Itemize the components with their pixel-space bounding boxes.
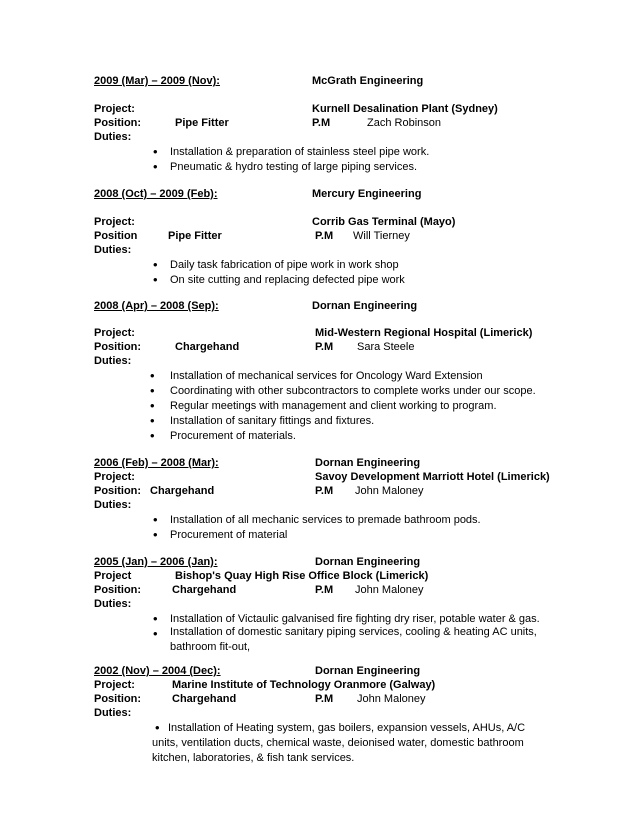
job-1-dates: 2009 (Mar) – 2009 (Nov): [94, 75, 220, 87]
job-1-pm-label: P.M [312, 117, 331, 129]
job-5-project: Bishop's Quay High Rise Office Block (Limerick) [175, 570, 429, 582]
job-5-project-label: Project [94, 570, 132, 582]
job-5-duties-label: Duties: [94, 598, 132, 610]
bullet-icon: • [150, 398, 155, 413]
job-3-duty-3: Regular meetings with management and client working to program. [170, 400, 497, 412]
job-4-role: Chargehand [150, 485, 215, 497]
job-5-company: Dornan Engineering [315, 556, 421, 568]
job-1-duty-2: Pneumatic & hydro testing of large piping services. [170, 161, 418, 173]
bullet-icon: • [150, 413, 155, 428]
job-6-project-label: Project: [94, 679, 135, 691]
bullet-icon: • [153, 159, 158, 174]
job-2-project-label: Project: [94, 216, 135, 228]
job-1-position-label: Position: [94, 117, 142, 129]
job-3-duty-5: Procurement of materials. [170, 430, 296, 442]
job-5-role: Chargehand [172, 584, 237, 596]
job-6-company: Dornan Engineering [315, 665, 421, 677]
job-5-position-label: Position: [94, 584, 142, 596]
job-3-project: Mid-Western Regional Hospital (Limerick) [315, 327, 533, 339]
job-6-duties-label: Duties: [94, 707, 132, 719]
job-5-duty-2: Installation of domestic sanitary piping services, cooling & heating AC units, bathroom fit-out, [170, 626, 537, 653]
job-5-pm: John Maloney [355, 584, 424, 596]
job-6-role: Chargehand [172, 693, 237, 705]
job-4-project-label: Project: [94, 471, 135, 483]
job-4-duties-label: Duties: [94, 499, 132, 511]
job-1-pm: Zach Robinson [367, 117, 441, 129]
job-3-duty-1: Installation of mechanical services for Oncology Ward Extension [170, 370, 483, 382]
job-1-duties-label: Duties: [94, 131, 132, 143]
bullet-icon: • [153, 626, 158, 641]
bullet-icon: • [150, 368, 155, 383]
job-3-role: Chargehand [175, 341, 240, 353]
job-1-role: Pipe Fitter [175, 117, 229, 129]
job-2-duty-1: Daily task fabrication of pipe work in work shop [170, 259, 399, 271]
bullet-icon: • [150, 383, 155, 398]
bullet-icon: • [153, 512, 158, 527]
job-4-company: Dornan Engineering [315, 457, 421, 469]
job-5-duty-1: Installation of Victaulic galvanised fire fighting dry riser, potable water & gas. [170, 613, 540, 625]
job-3-duties-label: Duties: [94, 355, 132, 367]
job-1-project-label: Project: [94, 103, 135, 115]
job-6-pm-label: P.M [315, 693, 334, 705]
job-4-duty-2: Procurement of material [170, 529, 288, 541]
job-3-pm-label: P.M [315, 341, 334, 353]
job-2-duty-2: On site cutting and replacing defected pipe work [170, 274, 405, 286]
job-3-pm: Sara Steele [357, 341, 415, 353]
job-2-project: Corrib Gas Terminal (Mayo) [312, 216, 456, 228]
job-4-pm-label: P.M [315, 485, 334, 497]
job-6-dates: 2002 (Nov) – 2004 (Dec): [94, 665, 221, 677]
job-2-pm-label: P.M [315, 230, 334, 242]
job-2-role: Pipe Fitter [168, 230, 222, 242]
job-3-duty-4: Installation of sanitary fittings and fixtures. [170, 415, 375, 427]
job-4-duty-1: Installation of all mechanic services to premade bathroom pods. [170, 514, 481, 526]
bullet-icon: • [153, 144, 158, 159]
job-6-project: Marine Institute of Technology Oranmore (Galway) [172, 679, 436, 691]
job-4-position-label: Position: [94, 485, 142, 497]
job-1-duty-1: Installation & preparation of stainless steel pipe work. [170, 146, 430, 158]
job-1-company: McGrath Engineering [312, 75, 424, 87]
job-2-company: Mercury Engineering [312, 188, 422, 200]
job-3-position-label: Position: [94, 341, 142, 353]
job-6-pm: John Maloney [357, 693, 426, 705]
job-2-dates: 2008 (Oct) – 2009 (Feb): [94, 188, 218, 200]
bullet-icon: • [155, 720, 160, 735]
bullet-icon: • [153, 257, 158, 272]
job-6-duty-1: Installation of Heating system, gas boilers, expansion vessels, AHUs, A/C units, ventilation ducts, chemical waste, deionised water, domestic bathroom kitchen, laboratories, & fish tank services. [152, 722, 526, 764]
job-3-project-label: Project: [94, 327, 135, 339]
job-4-dates: 2006 (Feb) – 2008 (Mar): [94, 457, 219, 469]
job-1-project: Kurnell Desalination Plant (Sydney) [312, 103, 498, 115]
bullet-icon: • [153, 272, 158, 287]
bullet-icon: • [153, 611, 158, 626]
job-3-dates: 2008 (Apr) – 2008 (Sep): [94, 300, 219, 312]
job-2-duties-label: Duties: [94, 244, 132, 256]
job-5-pm-label: P.M [315, 584, 334, 596]
bullet-icon: • [150, 428, 155, 443]
job-5-dates: 2005 (Jan) – 2006 (Jan): [94, 556, 218, 568]
job-6-position-label: Position: [94, 693, 142, 705]
job-2-position-label: Position [94, 230, 138, 242]
job-2-pm: Will Tierney [353, 230, 410, 242]
job-3-company: Dornan Engineering [312, 300, 418, 312]
job-4-project: Savoy Development Marriott Hotel (Limerick) [315, 471, 550, 483]
job-4-pm: John Maloney [355, 485, 424, 497]
bullet-icon: • [153, 527, 158, 542]
job-3-duty-2: Coordinating with other subcontractors to complete works under our scope. [170, 385, 536, 397]
